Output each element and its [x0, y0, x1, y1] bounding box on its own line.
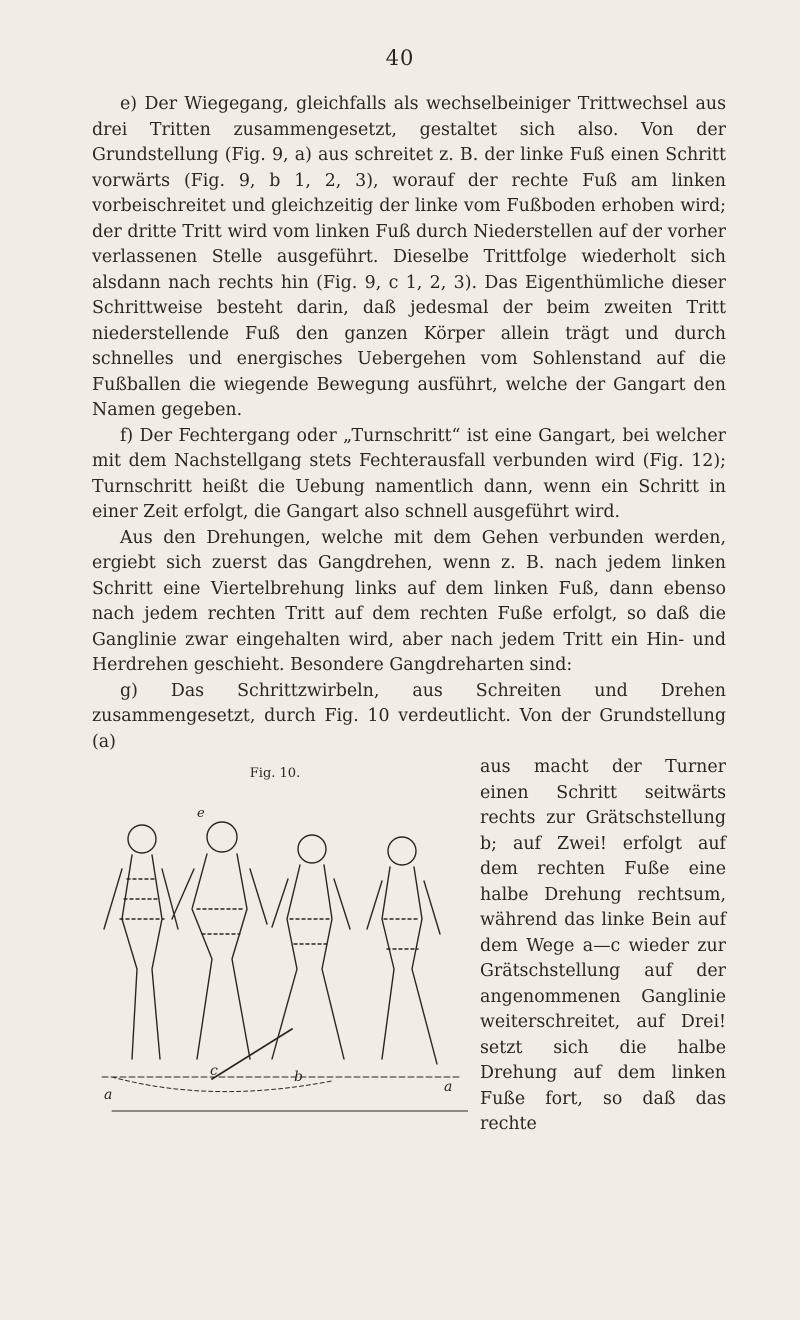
figure-label-e: e [197, 806, 205, 821]
figure-caption: Fig. 10. [249, 766, 301, 781]
paragraph-f-fechtergang: f) Der Fechtergang oder „Turnschritt“ ist eine Gangart, bei welcher mit dem Nachstellgang stets Fechterausfall verbunden wird (Fig. 12); Turnschritt heißt die Uebung namentlich dann, wenn ein Schritt in einer Zeit erfolgt, die Gangart also schnell ausgeführt wird. [92, 425, 726, 522]
figure-label-b: b [294, 1069, 303, 1085]
figure-label-c: c [210, 1063, 218, 1079]
page-number: 40 [385, 46, 415, 70]
gymnast-figure-illustration [82, 759, 468, 1159]
body-text [92, 92, 726, 1159]
figure-10 [82, 759, 468, 1159]
paragraph-g-lead: g) Das Schrittzwirbeln, aus Schreiten und Drehen zusammengesetzt, durch Fig. 10 verdeutlicht. Von der Grundstellung (a) [92, 680, 726, 752]
figure-label-a-right: a [444, 1079, 453, 1095]
paragraph-drehungen: Aus den Drehungen, welche mit dem Gehen verbunden werden, ergiebt sich zuerst das Gangdrehen, wenn z. B. nach jedem linken Schritt eine Viertelbrehung links auf dem linken Fuß, dann ebenso nach jedem rechten Tritt auf dem rechten Fuße erfolgt, so daß die Ganglinie zwar eingehalten wird, aber nach jedem Tritt ein Hin- und Herdrehen geschieht. Besondere Gangdreharten sind: [92, 527, 726, 675]
figure-label-a-left: a [104, 1087, 113, 1103]
paragraph-e-wiegegang: e) Der Wiegegang, gleichfalls als wechselbeiniger Trittwechsel aus drei Tritten zusammengesetzt, gestaltet sich also. Von der Grundstellung (Fig. 9, a) aus schreitet z. B. der linke Fuß einen Schritt vorwärts (Fig. 9, b 1, 2, 3), worauf der rechte Fuß am linken vorbeischreitet und gleichzeitig der linke vom Fußboden erhoben wird; der dritte Tritt wird vom linken Fuß durch Niederstellen auf der vorher verlassenen Stelle ausgeführt. Dieselbe Trittfolge wiederholt sich alsdann nach rechts hin (Fig. 9, c 1, 2, 3). Das Eigenthümliche dieser Schrittweise besteht darin, daß jedesmal der beim zweiten Tritt niederstellende Fuß den ganzen Körper allein trägt und durch schnelles und energisches Uebergehen vom Sohlenstand auf die Fußballen die wiegende Bewegung ausführt, welche der Gangart den Namen gegeben. [92, 94, 726, 420]
paragraph-g-rest: aus macht der Turner einen Schritt seitwärts rechts zur Grätschstellung b; auf Zwei! erfolgt auf dem rechten Fuße eine halbe Drehung rechtsum, während das linke Bein auf dem Wege a—c wieder zur Grätschstellung auf der angenommenen Ganglinie weiterschreitet, auf Drei! setzt sich die halbe Drehung auf dem linken Fuße fort, so daß das rechte [480, 757, 726, 1134]
